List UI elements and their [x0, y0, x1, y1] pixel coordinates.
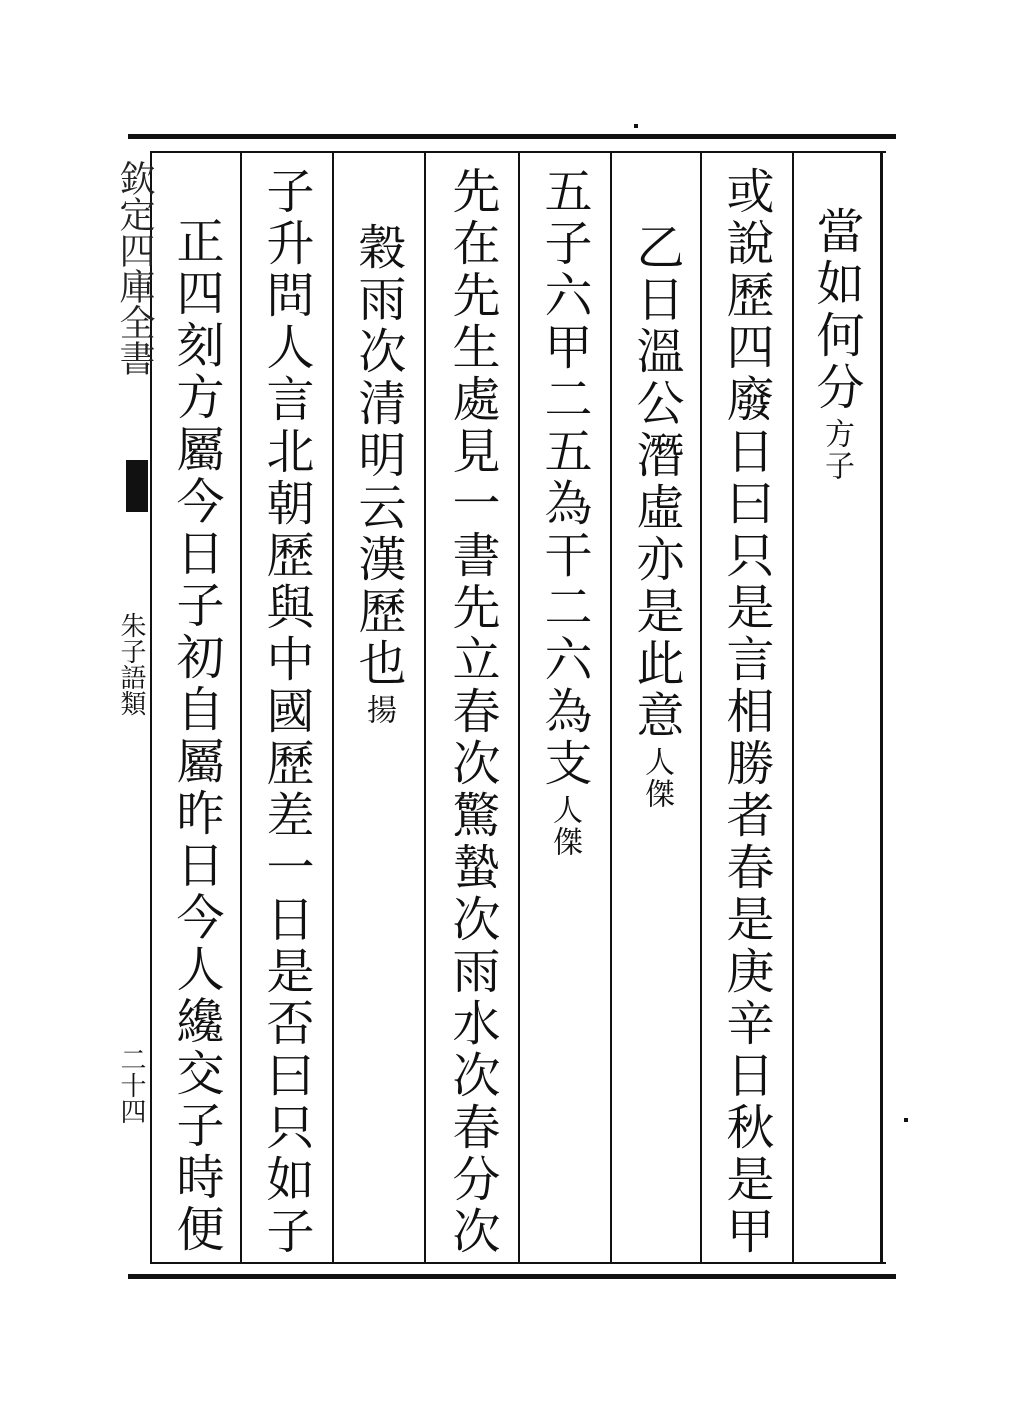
margin-header: 欽定四庫全書: [114, 160, 155, 376]
column-main-text: 或說歷四廢日曰只是言相勝者春是庚辛日秋是甲: [718, 166, 774, 1258]
column-main-text: 子升問人言北朝歷與中國歷差一日是否曰只如子: [258, 166, 314, 1258]
column-divider: [332, 151, 334, 1264]
column-divider: [610, 151, 612, 1264]
right-border: [880, 151, 883, 1264]
text-column-5: [444, 166, 500, 1262]
column-divider: [424, 151, 426, 1264]
column-divider: [240, 151, 242, 1264]
text-column-8: [168, 216, 224, 1260]
margin-book-title: 朱子語類: [116, 612, 146, 716]
column-main-text: 先在先生處見一書先立春次驚蟄次雨水次春分次: [444, 166, 500, 1258]
column-main-text: 乙日溫公潛虛亦是此意: [628, 222, 684, 742]
bottom-outer-rule: [128, 1274, 896, 1279]
column-main-text: 五子六甲二五為干二六為支: [536, 166, 592, 790]
text-column-6: [350, 222, 406, 726]
column-attribution: 揚: [361, 694, 396, 726]
column-attribution: 人傑: [547, 794, 582, 858]
text-column-7: [258, 166, 314, 1262]
top-outer-rule: [128, 134, 896, 139]
fish-tail-mark: [126, 460, 148, 512]
text-column-3: [628, 222, 684, 810]
scan-speck: [904, 1118, 908, 1122]
column-main-text: 正四刻方屬今日子初自屬昨日今人纔交子時便: [168, 216, 224, 1256]
column-attribution: 方子: [819, 418, 854, 482]
column-attribution: 人傑: [639, 746, 674, 810]
column-main-text: 穀雨次清明云漢歷也: [350, 222, 406, 690]
column-divider: [792, 151, 794, 1264]
text-column-2: [718, 166, 774, 1262]
text-column-1: [808, 206, 864, 482]
column-divider: [700, 151, 702, 1264]
column-main-text: 當如何分: [808, 206, 864, 414]
margin-page-number: 二十四: [116, 1046, 146, 1124]
scan-speck: [634, 124, 638, 128]
text-column-4: [536, 166, 592, 858]
column-divider: [518, 151, 520, 1264]
